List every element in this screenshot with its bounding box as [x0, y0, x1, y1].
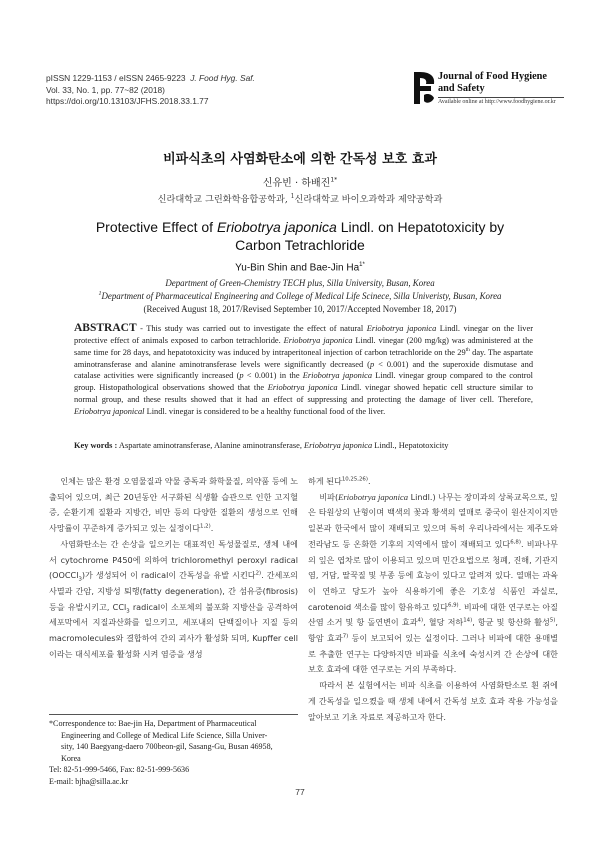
journal-logo-icon — [412, 70, 436, 106]
page-number: 77 — [295, 787, 305, 797]
issn: pISSN 1229-1153 / eISSN 2465-9223 — [46, 73, 186, 83]
email[interactable]: E-mail: bjha@silla.ac.kr — [49, 776, 129, 786]
title-korean: 비파식초의 사염화탄소에 의한 간독성 보호 효과 — [163, 152, 437, 167]
journal-logo — [412, 70, 562, 110]
body-column-right — [308, 474, 558, 725]
paragraph: 인체는 많은 환경 오염물질과 약물 중독과 화학물질, 의약품 등에 노출되어 있으며, 최근 20년동안 서구화된 식생활 습관으로 인한 고지혈증, 순환기계 질환과 지방간, 비만 등의 다양한 질환의 생성으로 인해 사망률이 꾸준하게 증가되고 있는 실정이다$^{1,2)}$. — [49, 476, 298, 534]
journal-name: Journal of Food Hygiene and Safety — [438, 71, 547, 95]
footnote-divider — [49, 714, 298, 715]
affiliation-korean: 신라대학교 그린화학융합공학과, $^1$신라대학교 바이오과학과 제약공학과 — [157, 192, 443, 205]
doi-link[interactable]: https://doi.org/10.13103/JFHS.2018.33.1.77 — [46, 96, 209, 107]
journal-meta — [46, 73, 255, 108]
correspondence-footnote: *Correspondence to: Bae-jin Ha, Department of Pharmaceutical Engineering and College of Medical Life Science, Silla Univer- sity, 140 Baegyang-daero 700beon-gil, Sasang-Gu, Busan 46958, Korea Tel: 82-51-999-5466, Fax: 82-51-999-5636 E-mail: bjha@silla.ac.kr — [49, 718, 298, 788]
journal-url[interactable]: Available online at http://www.foodhygiene.or.kr — [438, 99, 556, 105]
logo-divider — [438, 97, 564, 98]
authors-english: Yu-Bin Shin and Bae-Jin $Ha^{1*}$ — [235, 262, 365, 274]
affiliation-english-1: Department of Green-Chemistry TECH plus, Silla University, Busan, Korea — [165, 278, 435, 288]
received-dates: (Received August 18, 2017/Revised September 10, 2017/Accepted November 18, 2017) — [143, 304, 457, 314]
keywords: Key words : Aspartate aminotransferase, Alanine aminotransferase, Eriobotrya japonica Lindl., Hepatotoxicity — [74, 441, 449, 450]
paragraph: 사염화탄소는 간 손상을 일으키는 대표적인 독성물질로, 생체 내에서 cytochrome P450에 의하여 trichloromethyl peroxyl radical (OOCCl$_3$)가 생성되어 이 radical이 간독성을 유발 시킨다$^{2)}$. 간세포의 사멸과 간암, 지방성 퇴행(fatty degeneration), 간 섬유증(fibrosis) 등을 유발시키고, CCl$_3$ radical이 소포체의 불포화 지방산을 공격하여 세포막에서 지질과산화를 일으키고, 세포내의 단백질이나 지질 등의 macromolecules와 결합하여 간의 괴사가 활성화 되며, Kupffer cell이라는 대식세포를 활성화 시켜 염증을 생성 — [49, 538, 299, 659]
abstract-label: ABSTRACT — [74, 322, 137, 334]
paragraph: 비파(Eriobotrya japonica Lindl.) 나무는 장미과의 상록교목으로, 잎은 타원상의 난형이며 백색의 꽃과 황색의 열매로 중국이 원산지이지만 일본과 한국에서 많이 재배되고 있으며 특히 우리나라에서는 제주도와 전라남도 등 온화한 기후의 지역에서 많이 재배되고 있다$^{6,8)}$. 비파나무의 잎은 엽차로 많이 이용되고 있으며 민간요법으로 청폐, 진해, 기관지염, 거담, 딸꾹질 및 부종 등에 효능이 있다고 알려져 있다. 열매는 과육이 연하고 당도가 높아 식용하기에 좋은 기호성 식품인 과실로, carotenoid 색소를 많이 함유하고 있다$^{6,9)}$. 비파에 대한 연구로는 아질산염 소거 및 항 돌연변이 효과$^{4)}$, 혈당 저하$^{14)}$, 항균 및 항산화 활성$^{5)}$, 항암 효과$^{7)}$ 등이 보고되어 있는 실정이다. 그러나 비파에 대한 용매별로 추출한 연구는 다양하지만 비파를 식초에 숙성시켜 간 손상에 대한 보호 효과에 대한 연구로는 거의 부족하다. — [308, 491, 559, 675]
body-column-left — [49, 474, 298, 662]
journal-abbrev: J. Food Hyg. Saf. — [190, 73, 255, 83]
paragraph: 따라서 본 실험에서는 비파 식초를 이용하여 사염화탄소로 흰 쥐에게 간독성을 일으켰을 때 생체 내에서 간독성 보호 효과 작용 가능성을 알아보고 기초 자료로 제공하고자 한다. — [308, 680, 558, 722]
paragraph-continued: 하게 된다$^{10,25,26)}$. — [308, 476, 371, 486]
affiliation-english-2: $^1$Department of Pharmaceutical Engineering and College of Medical Life Scinece, Silla Univeristy, Busan, Korea — [98, 291, 502, 301]
title-english: Protective Effect of Eriobotrya japonica Lindl. on Hepatotoxicity by Carbon Tetrachloride — [95, 219, 505, 253]
volume-info: Vol. 33, No. 1, pp. 77~82 (2018) — [46, 84, 165, 95]
abstract: ABSTRACT - This study was carried out to investigate the effect of natural Eriobotrya japonica Lindl. vinegar on the liver protective effect of animals exposed to carbon tetrachloride. Eriobotrya japonica Lindl. vinegar (200 mg/kg) was administered at the same time for 28 days, and hepatotoxicity was induced by intraperitoneal injection of carbon tetrachloride on the 29th day. The aspartate aminotransferase and alanine aminotransferase levels were significantly decreased (p < 0.001) and the superoxide dismutase and catalase activities were significantly increased (p < 0.001) in the Eriobotrya japonica Lindl. vinegar group compared to the control group. Histopathological observations showed that the Eriobotrya japonica Lindl. vinegar showed hepatic cell structure similar to normal group, and these results showed that it had an effect of suppressing and protecting the damage of liver cell. Therefore, Eriobotrya japonical Lindl. vinegar is considered to be a healthy functional food of the liver. — [74, 322, 534, 416]
authors-korean: 신유빈 · 하배진$^{1*}$ — [262, 176, 338, 189]
